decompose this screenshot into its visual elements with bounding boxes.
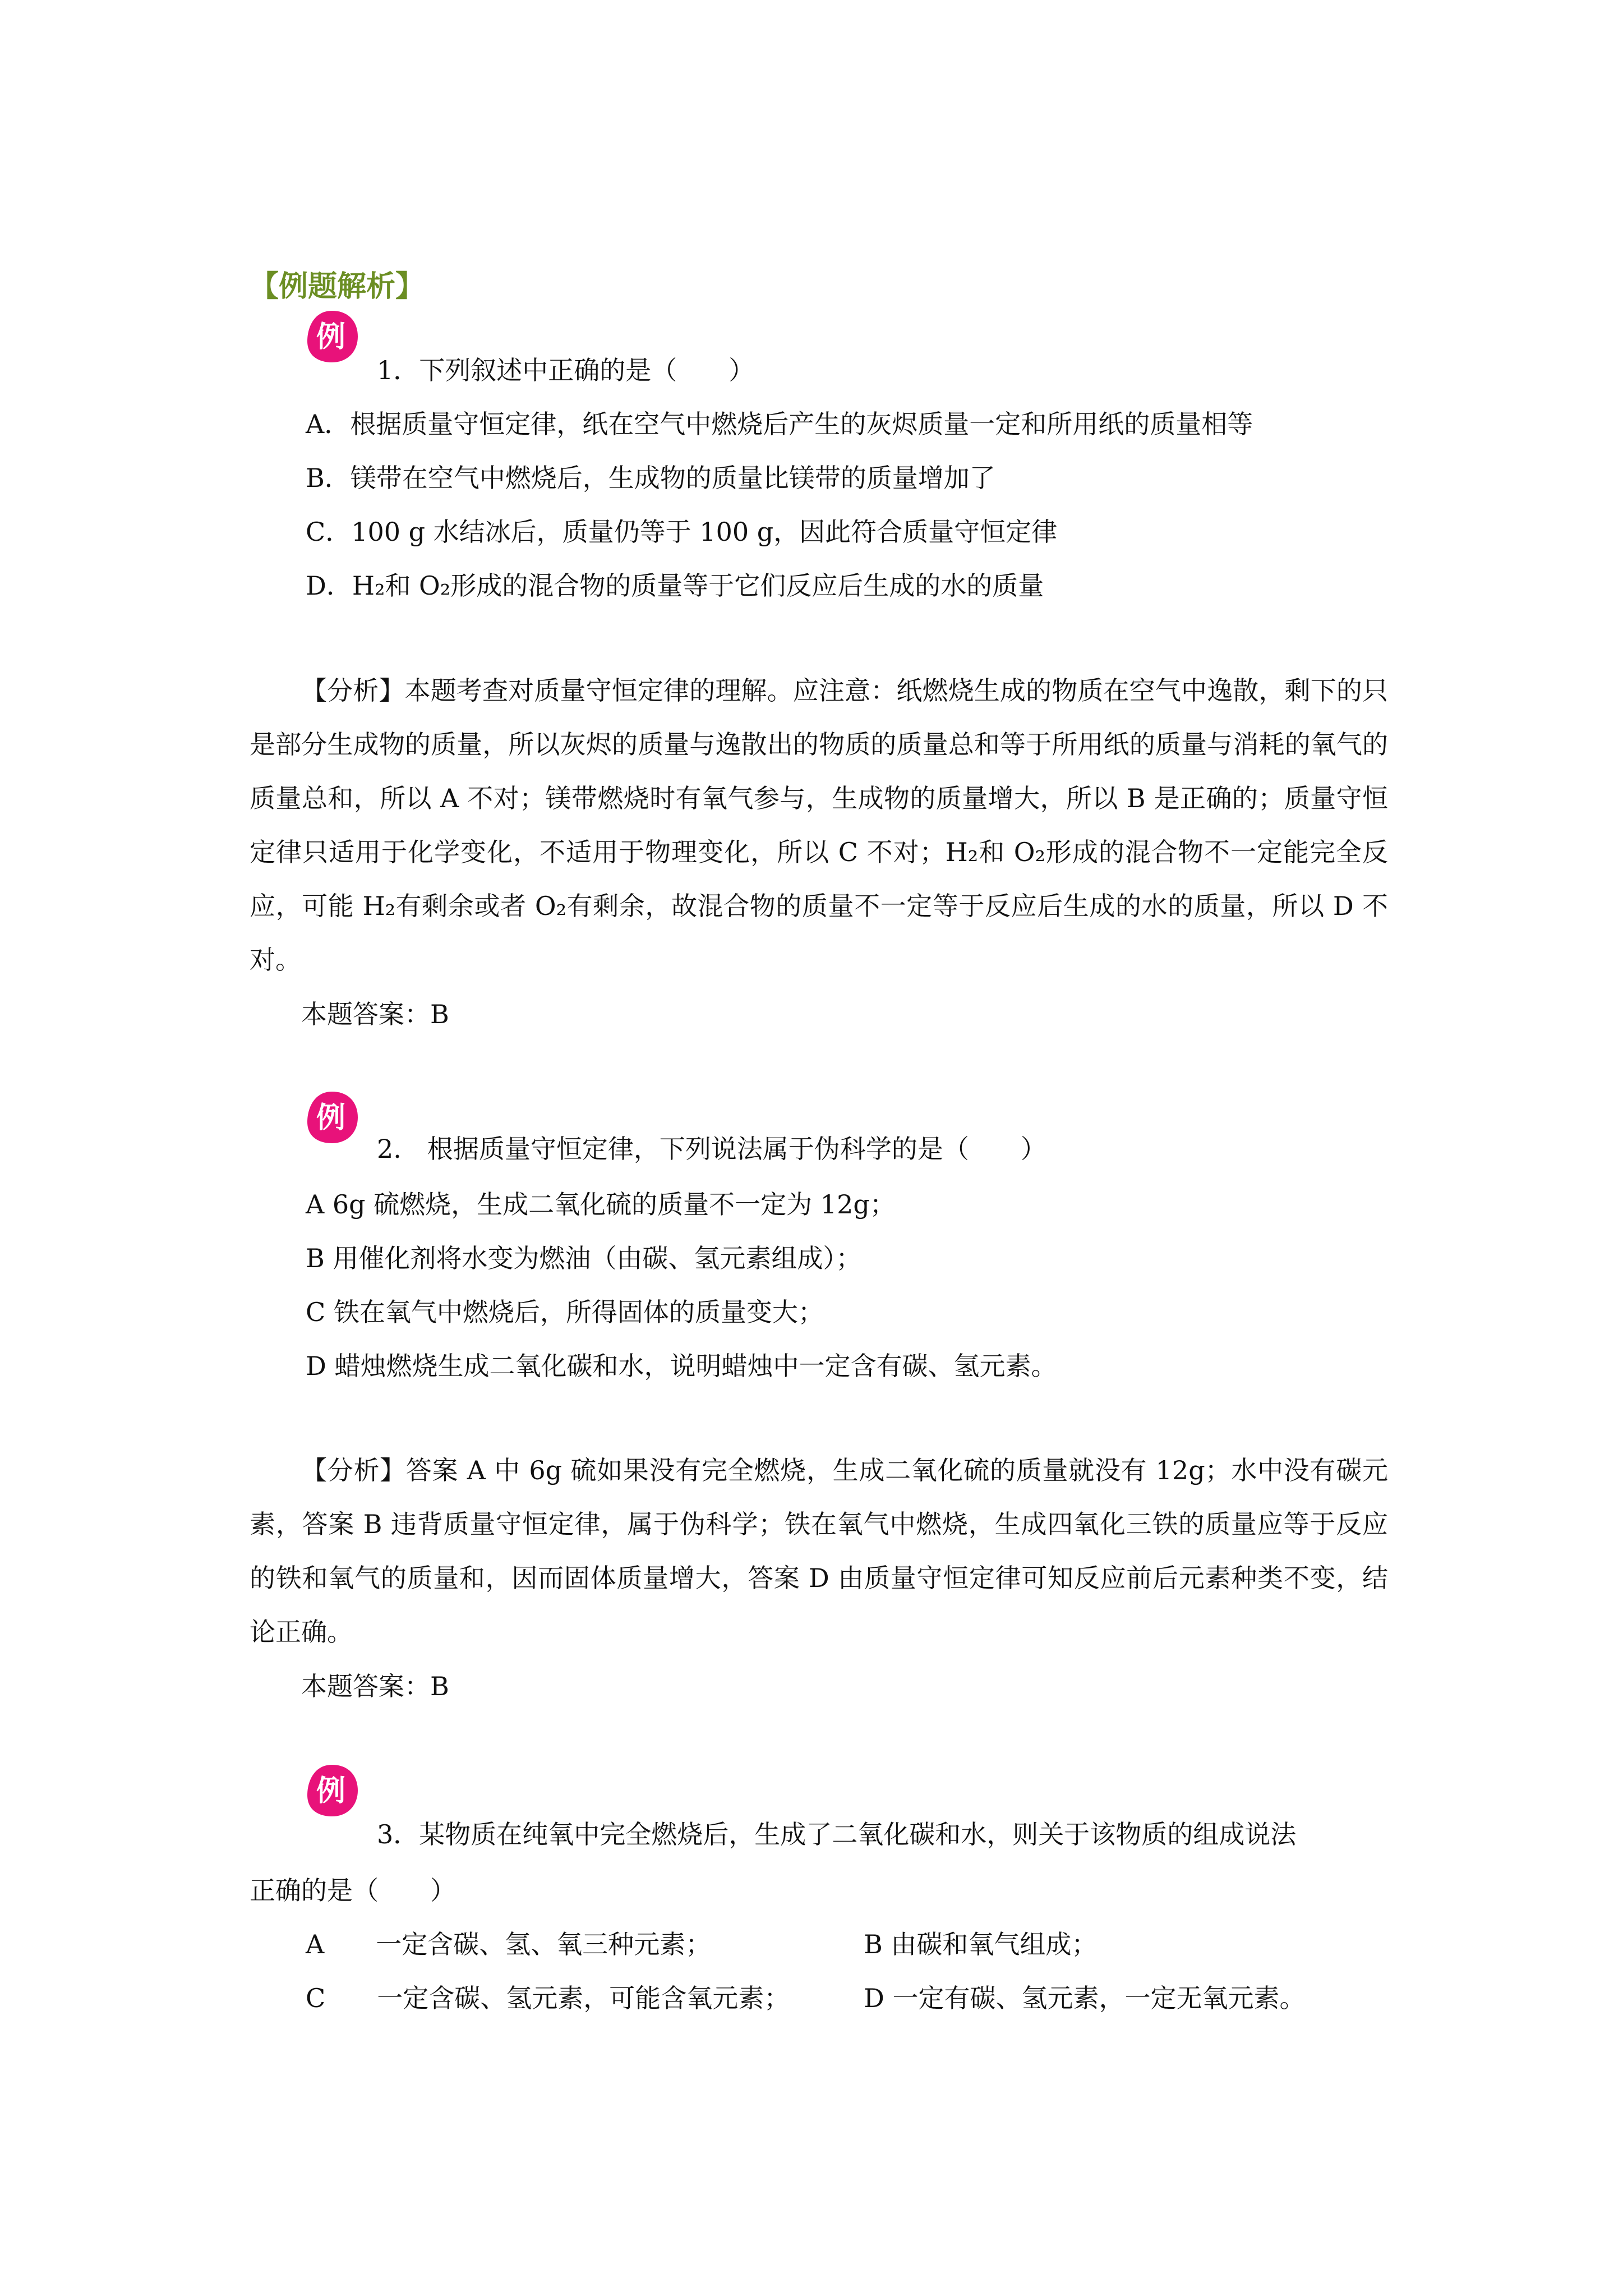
question-1-option-a: A．根据质量守恒定律，纸在空气中燃烧后产生的灰烬质量一定和所用纸的质量相等 xyxy=(306,409,1253,439)
question-1-option-c: C．100 g 水结冰后，质量仍等于 100 g，因此符合质量守恒定律 xyxy=(306,517,1058,547)
example-badge-icon xyxy=(303,307,361,366)
badge-char: 例 xyxy=(316,1101,346,1135)
badge-char: 例 xyxy=(316,320,346,354)
question-2-option-b: B 用催化剂将水变为燃油（由碳、氢元素组成）； xyxy=(306,1243,862,1273)
section-heading: 【例题解析】 xyxy=(250,270,425,303)
question-3-title-line1: 3．某物质在纯氧中完全燃烧后，生成了二氧化碳和水，则关于该物质的组成说法 xyxy=(377,1819,1297,1849)
question-1-analysis: 【分析】本题考查对质量守恒定律的理解。应注意：纸燃烧生成的物质在空气中逸散，剩下的只是部分生成物的质量，所以灰烬的质量与逸散出的物质的质量总和等于所用纸的质量与消耗的氧气的质量总和，所以 A 不对；镁带燃烧时有氧气参与，生成物的质量增大，所以 B 是正确的；质量守恒定律只适用于化学变化，不适用于物理变化，所以 C 不对；H₂和 O₂形成的混合物不一定能完全反应，可能 H₂有剩余或者 O₂有剩余，故混合物的质量不一定等于反应后生成的水的质量，所以 D 不对。 xyxy=(250,675,1388,975)
question-2-title: 2. 根据质量守恒定律，下列说法属于伪科学的是（ ） xyxy=(377,1134,1046,1164)
question-3-title-line2: 正确的是（ ） xyxy=(250,1875,456,1906)
question-2-answer: 本题答案：B xyxy=(301,1671,449,1701)
question-3-option-b: B 由碳和氧气组成； xyxy=(864,1929,1098,1959)
question-2-option-a: A 6g 硫燃烧，生成二氧化硫的质量不一定为 12g； xyxy=(306,1189,896,1220)
question-2-analysis: 【分析】答案 A 中 6g 硫如果没有完全燃烧，生成二氧化硫的质量就没有 12g；水中没有碳元素，答案 B 违背质量守恒定律，属于伪科学；铁在氧气中燃烧，生成四氧化三铁的质量应等于反应的铁和氧气的质量和，因而固体质量增大，答案 D 由质量守恒定律可知反应前后元素种类不变，结论正确。 xyxy=(250,1455,1388,1647)
question-3-option-c: C 一定含碳、氢元素，可能含氧元素； xyxy=(306,1983,790,2013)
question-3-option-d: D 一定有碳、氢元素，一定无氧元素。 xyxy=(864,1983,1306,2013)
question-1-option-d: D．H₂和 O₂形成的混合物的质量等于它们反应后生成的水的质量 xyxy=(306,570,1044,601)
example-badge-icon xyxy=(303,1761,361,1820)
question-3-option-a: A 一定含碳、氢、氧三种元素； xyxy=(306,1929,712,1959)
question-1-option-b: B．镁带在空气中燃烧后，生成物的质量比镁带的质量增加了 xyxy=(306,463,995,493)
example-badge-icon xyxy=(303,1088,361,1147)
question-1-title: 1．下列叙述中正确的是（ ） xyxy=(377,355,755,385)
badge-char: 例 xyxy=(316,1774,346,1808)
question-2-option-c: C 铁在氧气中燃烧后，所得固体的质量变大； xyxy=(306,1297,824,1327)
question-1-answer: 本题答案：B xyxy=(301,999,449,1029)
question-2-option-d: D 蜡烛燃烧生成二氧化碳和水，说明蜡烛中一定含有碳、氢元素。 xyxy=(306,1351,1057,1381)
